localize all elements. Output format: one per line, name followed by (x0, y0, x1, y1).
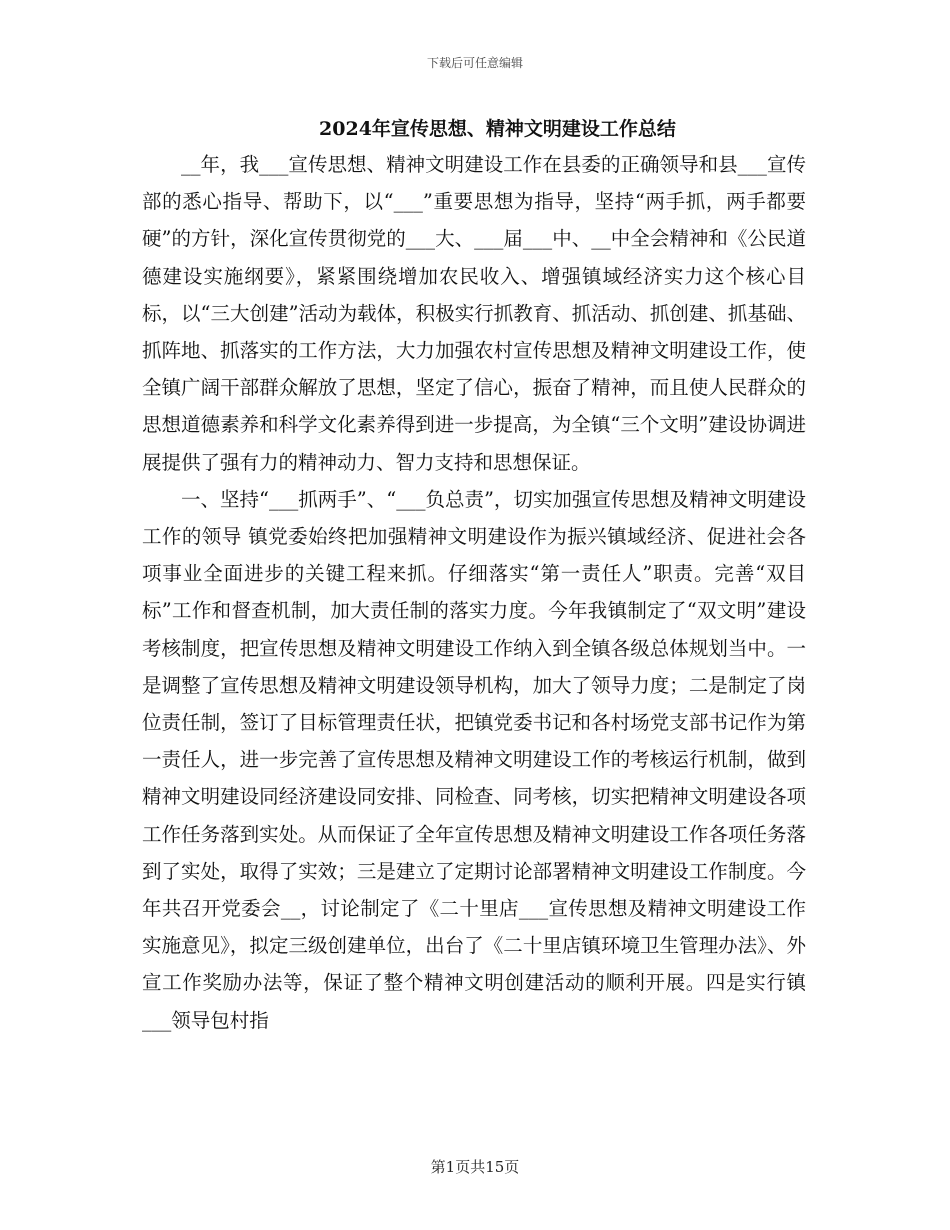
page-footer: 第1页共15页 (430, 1158, 520, 1176)
header-note: 下载后可任意编辑 (426, 56, 523, 70)
paragraph-intro: __年，我___宣传思想、精神文明建设工作在县委的正确领导和县___宣传部的悉心指导、帮助下，以“___”重要思想为指导，坚持“两手抓，两手都要硬”的方针，深化宣传贯彻党的___大、___届___中、__中全会精神和《公民道德建设实施纲要》，紧紧围绕增加农民收入、增强镇域经济实力这个核心目标，以“三大创建”活动为载体，积极实行抓教育、抓活动、抓创建、抓基础、抓阵地、抓落实的工作方法，大力加强农村宣传思想及精神文明建设工作，使全镇广阔干部群众解放了思想，坚定了信心，振奋了精神，而且使人民群众的思想道德素养和科学文化素养得到进一步提高，为全镇“三个文明”建设协调进展提供了强有力的精神动力、智力支持和思想保证。 (142, 153, 806, 474)
paragraph-section-one: 一、坚持“___抓两手”、“___负总责”，切实加强宣传思想及精神文明建设工作的领导 镇党委始终把加强精神文明建设作为振兴镇域经济、促进社会各项事业全面进步的关键工程来抓。仔细落实“第一责任人”职责。完善“双目标”工作和督查机制，加大责任制的落实力度。今年我镇制定了“双文明”建设考核制度，把宣传思想及精神文明建设工作纳入到全镇各级总体规划当中。一是调整了宣传思想及精神文明建设领导机构，加大了领导力度；二是制定了岗位责任制，签订了目标管理责任状，把镇党委书记和各村场党支部书记作为第一责任人，进一步完善了宣传思想及精神文明建设工作的考核运行机制，做到精神文明建设同经济建设同安排、同检查、同考核，切实把精神文明建设各项工作任务落到实处。从而保证了全年宣传思想及精神文明建设工作各项任务落到了实处，取得了实效；三是建立了定期讨论部署精神文明建设工作制度。今年共召开党委会__，讨论制定了《二十里店___宣传思想及精神文明建设工作实施意见》，拟定三级创建单位，出台了《二十里店镇环境卫生管理办法》、外宣工作奖励办法等，保证了整个精神文明创建活动的顺利开展。四是实行镇___领导包村指 (142, 487, 806, 1032)
document-body (142, 146, 806, 1039)
document-title: 2024年宣传思想、精神文明建设工作总结 (319, 118, 676, 140)
